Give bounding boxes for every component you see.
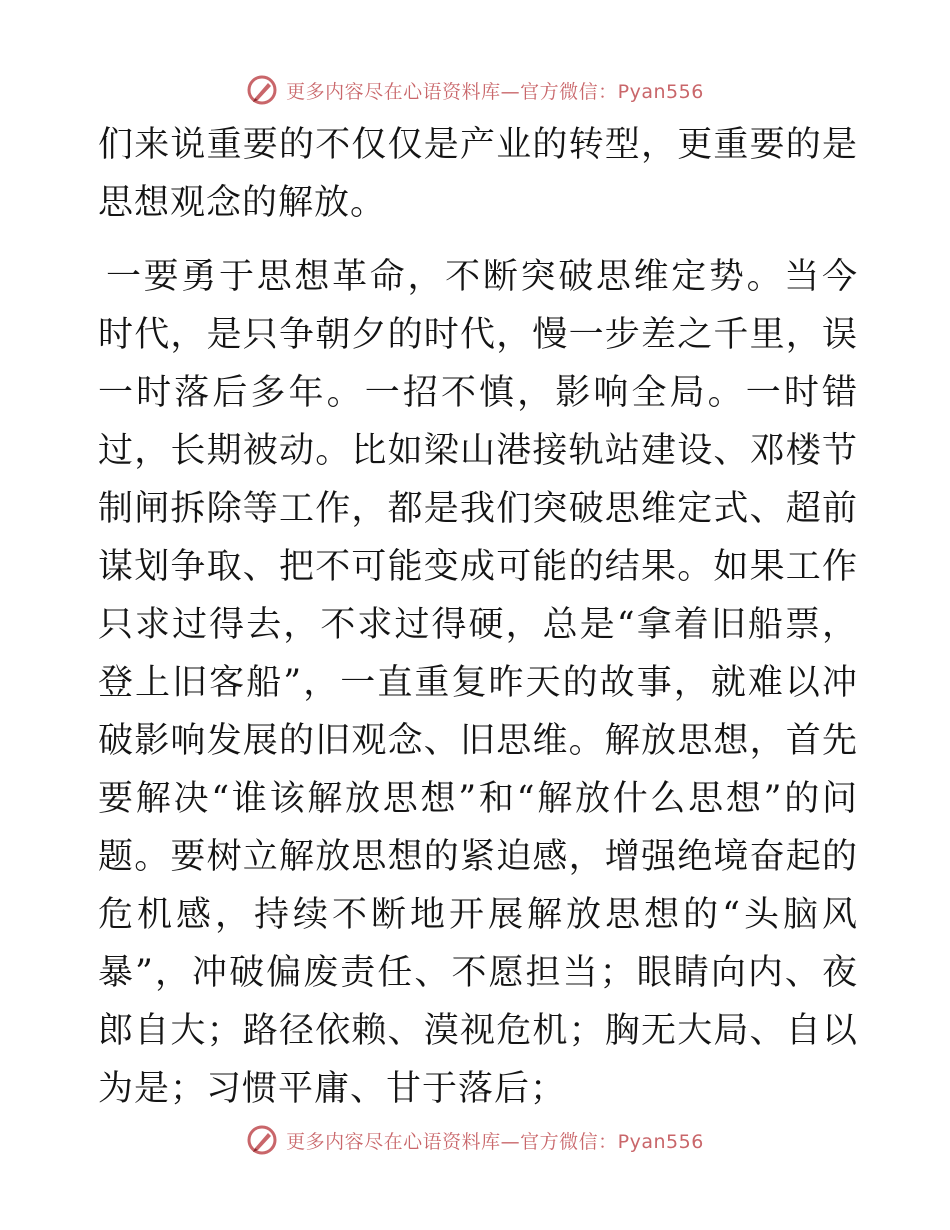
watermark-text: 更多内容尽在心语资料库—官方微信：Pyan556 (286, 80, 704, 103)
document-body (98, 116, 858, 1118)
paragraph-thought-revolution: 一要勇于思想革命，不断突破思维定势。当今时代，是只争朝夕的时代，慢一步差之千里，误一时落后多年。一招不慎，影响全局。一时错过，长期被动。比如梁山港接轨站建设、邓楼节制闸拆除等工作，都是我们突破思维定式、超前谋划争取、把不可能变成可能的结果。如果工作只求过得去，不求过得硬，总是“拿着旧船票，登上旧客船”，一直重复昨天的故事，就难以冲破影响发展的旧观念、旧思维。解放思想，首先要解决“谁该解放思想”和“解放什么思想”的问题。要树立解放思想的紧迫感，增强绝境奋起的危机感，持续不断地开展解放思想的“头脑风暴”，冲破偏废责任、不愿担当；眼睛向内、夜郎自大；路径依赖、漠视危机；胸无大局、自以为是；习惯平庸、甘于落后； (98, 257, 858, 1109)
header-watermark (0, 70, 950, 110)
paragraph-continuation: 们来说重要的不仅仅是产业的转型，更重要的是思想观念的解放。 (98, 125, 858, 223)
watermark-text: 更多内容尽在心语资料库—官方微信：Pyan556 (286, 1130, 704, 1153)
footer-watermark (0, 1120, 950, 1160)
pen-logo-icon (246, 1124, 278, 1156)
pen-logo-icon (246, 74, 278, 106)
